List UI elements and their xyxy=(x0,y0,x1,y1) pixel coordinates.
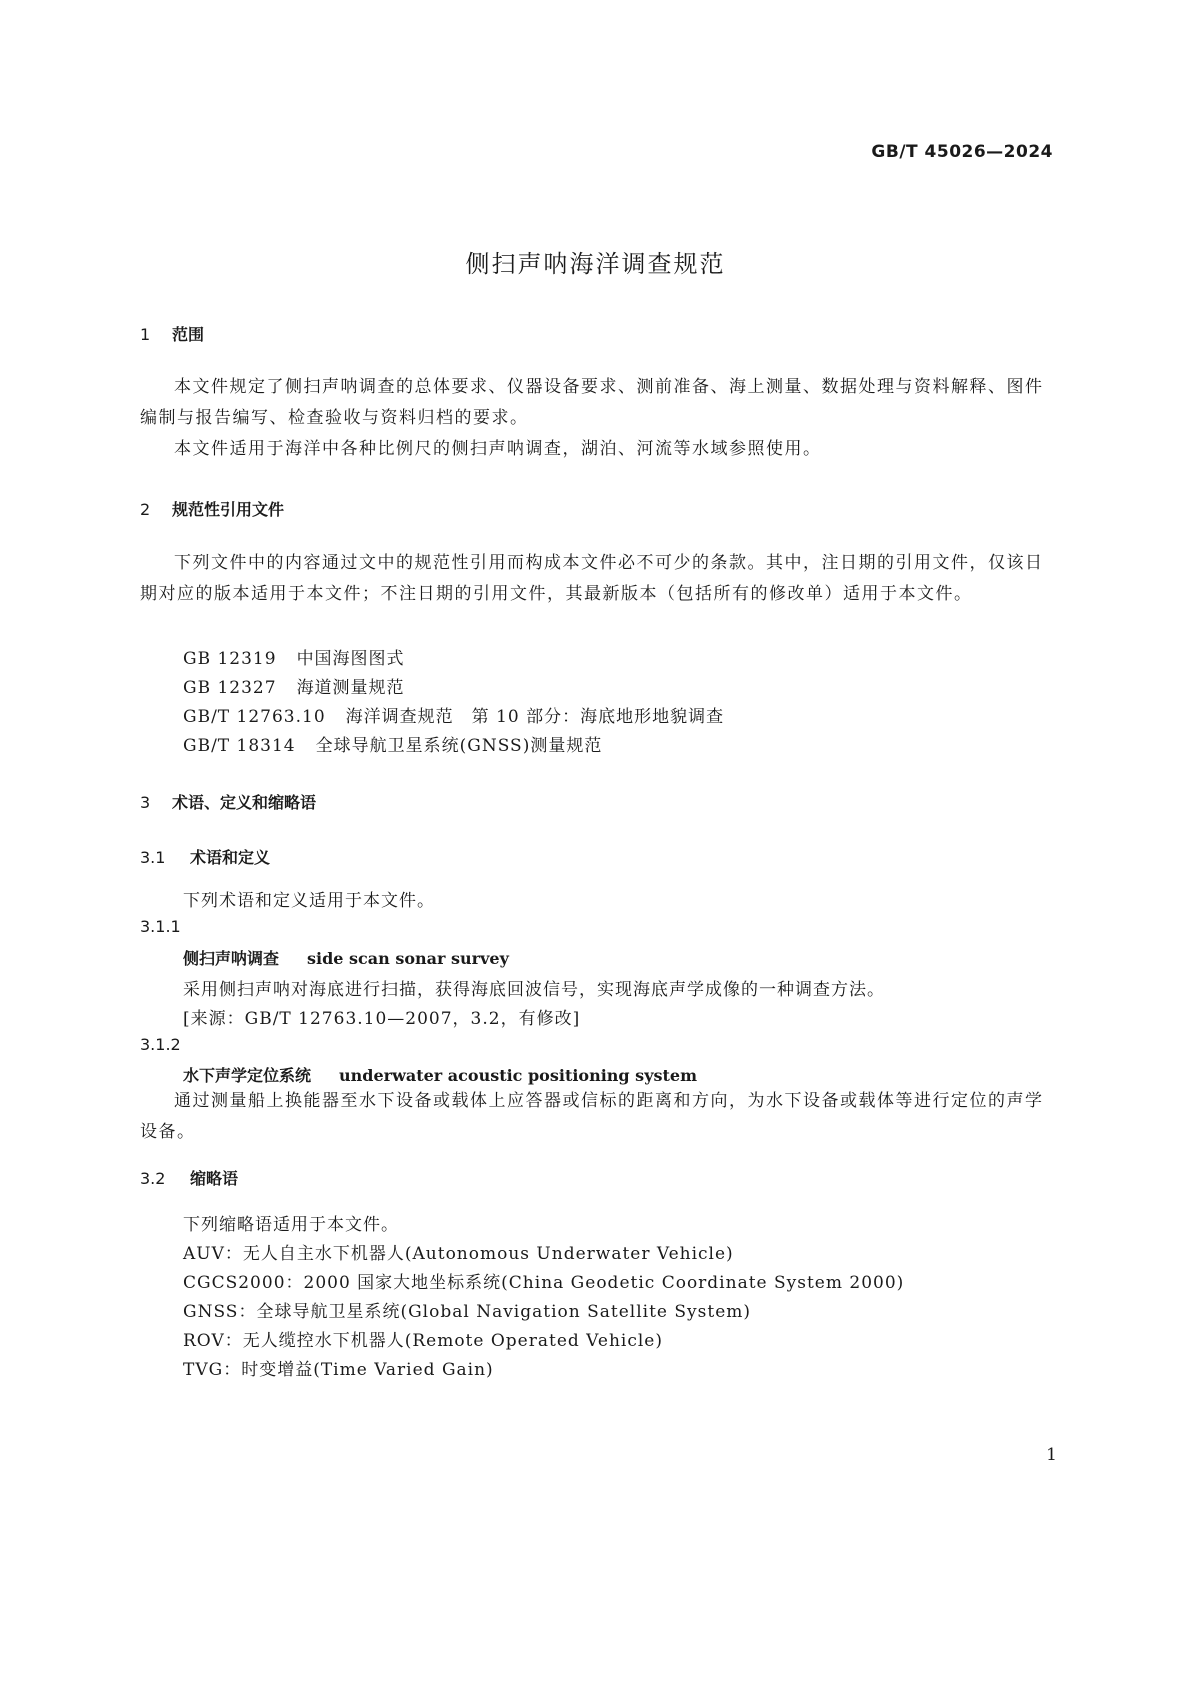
reference-code: GB/T 18314 xyxy=(183,736,296,756)
term-definition: 通过测量船上换能器至水下设备或载体上应答器或信标的距离和方向，为水下设备或载体等进行定位的声学设备。 xyxy=(140,1091,1044,1142)
term-heading xyxy=(183,1063,697,1086)
section-3-heading xyxy=(140,790,316,813)
terms-intro: 下列术语和定义适用于本文件。 xyxy=(183,891,435,911)
subsection-3-2-heading xyxy=(140,1166,238,1189)
document-title: 侧扫声呐海洋调查规范 xyxy=(465,250,726,278)
reference-code: GB/T 12763.10 xyxy=(183,707,326,727)
term-number: 3.1.2 xyxy=(140,1035,181,1054)
abbreviations-intro: 下列缩略语适用于本文件。 xyxy=(183,1215,399,1235)
term-english: underwater acoustic positioning system xyxy=(339,1066,697,1085)
section-1-heading xyxy=(140,322,204,345)
subsection-title: 术语和定义 xyxy=(190,848,271,867)
abbreviation-item: CGCS2000：2000 国家大地坐标系统(China Geodetic Coordinate System 2000) xyxy=(183,1273,905,1293)
term-heading xyxy=(183,946,509,969)
subsection-title: 缩略语 xyxy=(190,1169,239,1188)
term-source: [来源：GB/T 12763.10—2007，3.2，有修改] xyxy=(183,1009,581,1029)
term-english: side scan sonar survey xyxy=(307,949,509,968)
section-number: 2 xyxy=(140,500,151,519)
section-number: 3 xyxy=(140,793,151,812)
reference-name: 全球导航卫星系统(GNSS)测量规范 xyxy=(315,736,603,756)
section-title: 术语、定义和缩略语 xyxy=(172,793,317,812)
section-title: 规范性引用文件 xyxy=(172,500,285,519)
reference-item xyxy=(183,702,724,727)
section-1-paragraph-2: 本文件适用于海洋中各种比例尺的侧扫声呐调查，湖泊、河流等水域参照使用。 xyxy=(174,439,822,459)
section-2-heading xyxy=(140,497,284,520)
abbreviation-item: GNSS：全球导航卫星系统(Global Navigation Satellite System) xyxy=(183,1302,752,1322)
section-title: 范围 xyxy=(172,325,205,344)
reference-code: GB 12327 xyxy=(183,678,277,698)
reference-item xyxy=(183,644,405,669)
standard-code: GB/T 45026—2024 xyxy=(871,142,1053,162)
page-number: 1 xyxy=(1046,1445,1057,1465)
section-1-paragraph-1: 本文件规定了侧扫声呐调查的总体要求、仪器设备要求、测前准备、海上测量、数据处理与资料解释、图件编制与报告编写、检查验收与资料归档的要求。 xyxy=(140,377,1044,428)
section-2-paragraph-1: 下列文件中的内容通过文中的规范性引用而构成本文件必不可少的条款。其中，注日期的引用文件，仅该日期对应的版本适用于本文件；不注日期的引用文件，其最新版本（包括所有的修改单）适用于本文件。 xyxy=(140,553,1044,604)
abbreviation-item: AUV：无人自主水下机器人(Autonomous Underwater Vehicle) xyxy=(183,1244,734,1264)
subsection-number: 3.1 xyxy=(140,848,166,867)
reference-name: 海道测量规范 xyxy=(296,678,405,698)
term-chinese: 侧扫声呐调查 xyxy=(183,949,280,968)
term-number: 3.1.1 xyxy=(140,917,181,936)
term-chinese: 水下声学定位系统 xyxy=(183,1066,312,1085)
abbreviation-item: TVG：时变增益(Time Varied Gain) xyxy=(183,1360,494,1380)
reference-item xyxy=(183,731,602,756)
reference-name: 中国海图图式 xyxy=(296,649,405,669)
subsection-number: 3.2 xyxy=(140,1169,166,1188)
reference-code: GB 12319 xyxy=(183,649,277,669)
subsection-3-1-heading xyxy=(140,845,270,868)
abbreviation-item: ROV：无人缆控水下机器人(Remote Operated Vehicle) xyxy=(183,1331,663,1351)
section-number: 1 xyxy=(140,325,151,344)
term-definition: 采用侧扫声呐对海底进行扫描，获得海底回波信号，实现海底声学成像的一种调查方法。 xyxy=(183,980,885,1000)
reference-item xyxy=(183,673,405,698)
reference-name: 海洋调查规范 第 10 部分：海底地形地貌调查 xyxy=(345,707,725,727)
